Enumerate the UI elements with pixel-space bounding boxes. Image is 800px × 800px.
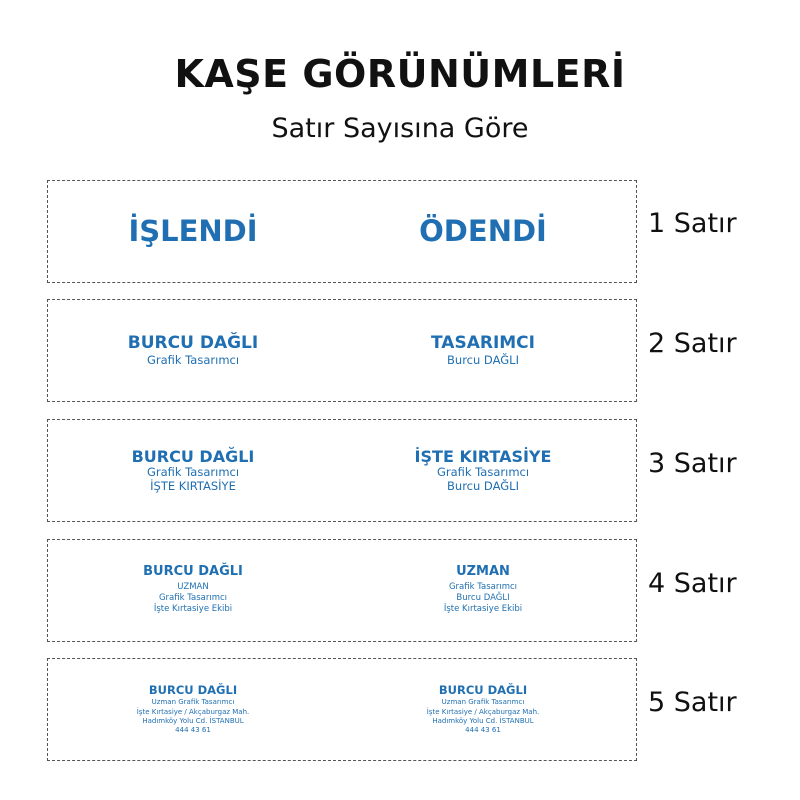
stamp-line: BURCU DAĞLI xyxy=(148,683,238,698)
stamp-left xyxy=(58,181,328,282)
stamp-line: 444 43 61 xyxy=(465,725,501,734)
stamp-line: İşte Kırtasiye Ekibi xyxy=(153,604,233,615)
stamp-right xyxy=(348,540,618,641)
stamp-line: Uzman Grafik Tasarımcı xyxy=(151,698,235,707)
stamp-line: Burcu DAĞLI xyxy=(447,478,519,493)
stamp-line: TASARIMCI xyxy=(431,333,535,354)
stamp-line: Hadımköy Yolu Cd. İSTANBUL xyxy=(432,716,534,725)
stamp-line: BURCU DAĞLI xyxy=(143,564,243,580)
stamp-line: İŞLENDİ xyxy=(128,213,258,248)
stamp-line: Grafik Tasarımcı xyxy=(158,593,228,604)
stamp-row-3 xyxy=(47,419,637,522)
row-label-3: 3 Satır xyxy=(648,448,737,479)
stamp-row-4 xyxy=(47,539,637,642)
stamp-right xyxy=(348,300,618,401)
stamp-line: İŞTE KIRTASİYE xyxy=(150,478,236,493)
row-label-4: 4 Satır xyxy=(648,568,737,599)
stamp-line: BURCU DAĞLI xyxy=(127,333,259,354)
stamp-line: İşte Kırtasiye / Akçaburgaz Mah. xyxy=(426,707,540,716)
row-label-1: 1 Satır xyxy=(648,208,737,239)
stamp-right xyxy=(348,659,618,760)
stamp-left xyxy=(58,300,328,401)
row-label-5: 5 Satır xyxy=(648,687,737,718)
stamp-line: İşte Kırtasiye / Akçaburgaz Mah. xyxy=(136,707,250,716)
stamp-line: Uzman Grafik Tasarımcı xyxy=(441,698,525,707)
stamp-row-1 xyxy=(47,180,637,283)
page-title: KAŞE GÖRÜNÜMLERİ xyxy=(174,52,626,96)
stamp-line: Grafik Tasarımcı xyxy=(146,352,240,367)
stamp-left xyxy=(58,659,328,760)
stamp-line: Grafik Tasarımcı xyxy=(448,582,518,593)
stamp-line: Hadımköy Yolu Cd. İSTANBUL xyxy=(142,716,244,725)
row-label-2: 2 Satır xyxy=(648,328,737,359)
stamp-right xyxy=(348,420,618,521)
stamp-line: UZMAN xyxy=(177,582,209,593)
stamp-row-2 xyxy=(47,299,637,402)
stamp-line: İŞTE KIRTASİYE xyxy=(414,447,552,467)
stamp-right xyxy=(348,181,618,282)
stamp-line: Burcu DAĞLI xyxy=(447,352,519,367)
stamp-line: Grafik Tasarımcı xyxy=(436,465,530,480)
stamp-left xyxy=(58,540,328,641)
stamp-line: İşte Kırtasiye Ekibi xyxy=(443,604,523,615)
stamp-row-5 xyxy=(47,658,637,761)
stamp-line: ÖDENDİ xyxy=(419,213,547,248)
stamp-line: BURCU DAĞLI xyxy=(131,447,255,467)
stamp-left xyxy=(58,420,328,521)
page-subtitle: Satır Sayısına Göre xyxy=(271,113,529,144)
stamp-line: Grafik Tasarımcı xyxy=(146,465,240,480)
stamp-line: Burcu DAĞLI xyxy=(456,593,510,604)
stamp-line: UZMAN xyxy=(456,564,510,580)
stamp-line: BURCU DAĞLI xyxy=(438,683,528,698)
stamp-line: 444 43 61 xyxy=(175,725,211,734)
